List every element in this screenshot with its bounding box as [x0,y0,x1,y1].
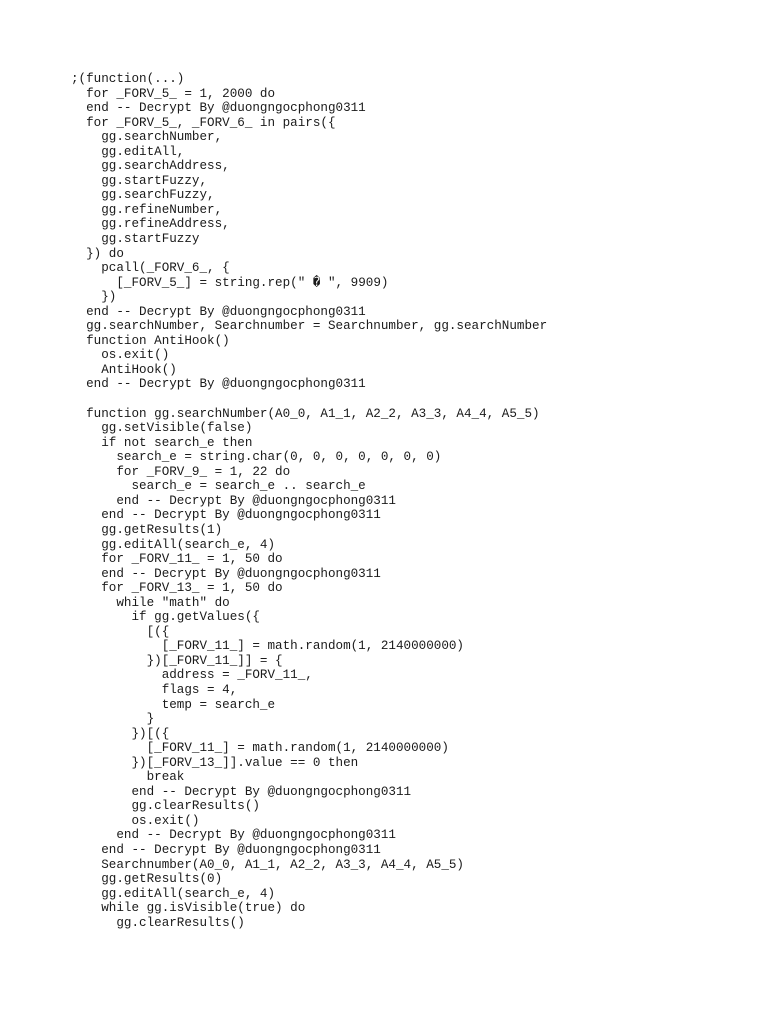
code-line: gg.searchNumber, [71,130,223,145]
code-line: break [71,770,185,785]
code-line: gg.refineAddress, [71,217,230,232]
code-line: gg.startFuzzy [71,232,200,247]
code-line: gg.clearResults() [71,799,260,814]
code-line: } [71,712,155,727]
code-line: gg.setVisible(false) [71,421,253,436]
code-line: gg.startFuzzy, [71,173,208,188]
code-line: search_e = search_e .. search_e [71,479,366,494]
code-line: for _FORV_5_, _FORV_6_ in pairs({ [71,115,336,130]
code-line: [_FORV_11_] = math.random(1, 2140000000) [71,741,449,756]
code-line: os.exit() [71,813,200,828]
code-line: gg.searchNumber, Searchnumber = Searchnumber, gg.searchNumber [71,319,548,334]
code-line: AntiHook() [71,362,177,377]
code-line: if gg.getValues({ [71,610,260,625]
code-line: end -- Decrypt By @duongngocphong0311 [71,493,396,508]
code-line: gg.searchFuzzy, [71,188,215,203]
code-line: for _FORV_13_ = 1, 50 do [71,581,283,596]
code-line: end -- Decrypt By @duongngocphong0311 [71,508,381,523]
code-line: end -- Decrypt By @duongngocphong0311 [71,842,381,857]
code-line: end -- Decrypt By @duongngocphong0311 [71,784,412,799]
code-line: for _FORV_11_ = 1, 50 do [71,552,283,567]
code-line: while "math" do [71,595,230,610]
code-line: gg.editAll, [71,144,185,159]
code-line: end -- Decrypt By @duongngocphong0311 [71,566,381,581]
code-line: ;(function(...) [71,72,185,86]
code-listing [71,72,547,930]
code-line: for _FORV_5_ = 1, 2000 do [71,86,276,101]
code-line: [_FORV_5_] = string.rep(" � ", 9909) [71,275,389,290]
code-line: [({ [71,624,170,639]
code-line: gg.clearResults() [71,915,245,930]
code-line: }) [71,290,117,305]
code-line: while gg.isVisible(true) do [71,901,306,916]
code-line: })[({ [71,726,170,741]
code-line: gg.getResults(1) [71,522,223,537]
code-line: gg.editAll(search_e, 4) [71,886,276,901]
code-line: end -- Decrypt By @duongngocphong0311 [71,101,366,116]
code-line: [_FORV_11_] = math.random(1, 2140000000) [71,639,464,654]
code-line: end -- Decrypt By @duongngocphong0311 [71,377,366,392]
code-line: os.exit() [71,348,170,363]
code-line: gg.searchAddress, [71,159,230,174]
code-line: gg.refineNumber, [71,202,223,217]
code-line: function AntiHook() [71,333,230,348]
code-line: Searchnumber(A0_0, A1_1, A2_2, A3_3, A4_4, A5_5) [71,857,464,872]
code-line: }) do [71,246,124,261]
code-line: temp = search_e [71,697,276,712]
code-line: if not search_e then [71,435,253,450]
code-line: function gg.searchNumber(A0_0, A1_1, A2_2, A3_3, A4_4, A5_5) [71,406,540,421]
code-line: search_e = string.char(0, 0, 0, 0, 0, 0, 0) [71,450,442,465]
code-line: pcall(_FORV_6_, { [71,261,230,276]
code-line: for _FORV_9_ = 1, 22 do [71,464,291,479]
code-line: gg.editAll(search_e, 4) [71,537,276,552]
code-line [71,392,547,407]
code-line: end -- Decrypt By @duongngocphong0311 [71,304,366,319]
code-line: address = _FORV_11_, [71,668,313,683]
code-line: flags = 4, [71,682,238,697]
code-line: gg.getResults(0) [71,872,223,887]
code-line: })[_FORV_11_]] = { [71,653,283,668]
code-line: })[_FORV_13_]].value == 0 then [71,755,359,770]
code-line: end -- Decrypt By @duongngocphong0311 [71,828,396,843]
